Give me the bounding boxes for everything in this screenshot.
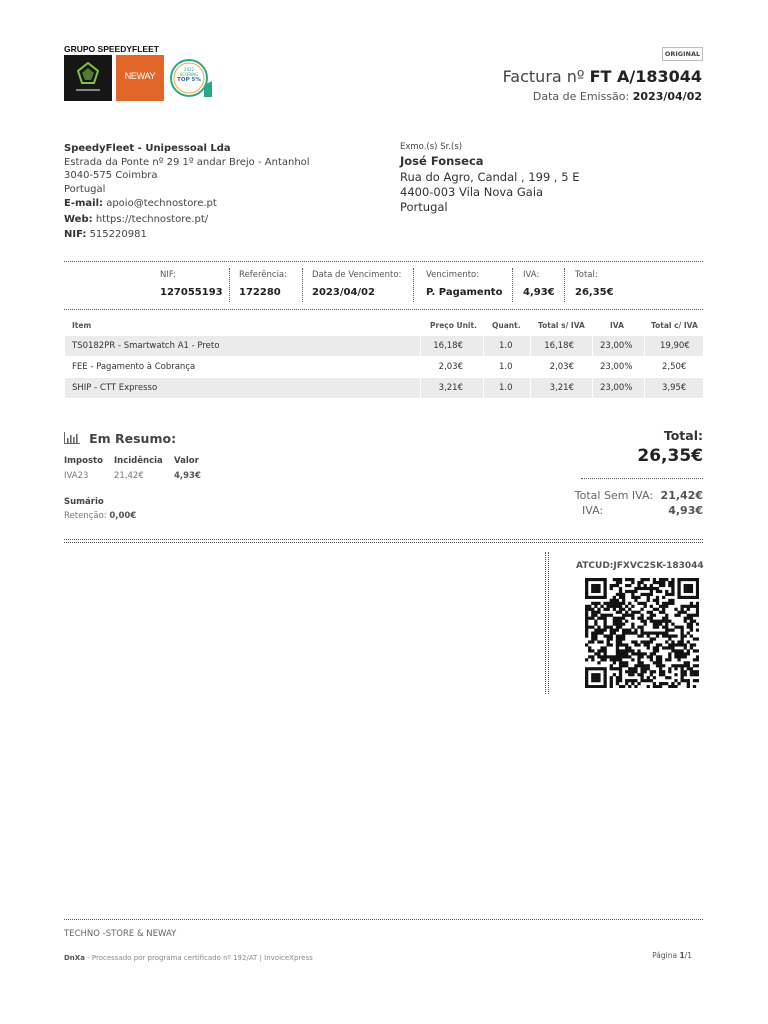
cell-sep <box>420 378 421 398</box>
speedyfleet-logo <box>64 55 112 101</box>
tax-incidencia: 21,42€ <box>114 471 144 481</box>
col-item-header: Item <box>72 321 92 330</box>
summary-title: Em Resumo: <box>89 431 177 446</box>
supplier-nif-label: NIF: <box>64 229 87 240</box>
badge-scoring: SCORING <box>179 72 199 77</box>
row-net: 3,21€ <box>549 383 574 393</box>
supplier-email[interactable]: apoio@technostore.pt <box>106 198 217 209</box>
footer-company: TECHNO -STORE & NEWAY <box>64 929 177 939</box>
badge-year: 2022 <box>183 67 195 72</box>
summary-title-line <box>64 428 176 448</box>
cell-sep <box>644 378 645 398</box>
meta-venc-label: Vencimento: <box>426 270 480 280</box>
row-price: 2,03€ <box>438 362 463 372</box>
table-row <box>65 336 703 356</box>
supplier-web[interactable]: https://technostore.pt/ <box>95 213 209 225</box>
qr-code <box>585 578 699 688</box>
row-price: 3,21€ <box>438 383 463 393</box>
meta-due: 2023/04/02 <box>312 287 375 298</box>
cell-sep <box>530 336 531 356</box>
document-prefix: Factura nº <box>502 67 585 86</box>
supplier-web-label: Web: <box>64 213 93 225</box>
tax-valor: 4,93€ <box>174 471 201 481</box>
row-gross: 19,90€ <box>660 341 690 351</box>
page-total: /1 <box>684 951 692 960</box>
supplier-address: Estrada da Ponte nº 29 1º andar Brejo - Antanhol <box>64 156 310 168</box>
qr-divider <box>548 552 549 694</box>
meta-sep <box>413 268 414 302</box>
tax-header-imposto: Imposto <box>64 456 103 466</box>
processed-text: - Processado por programa certificado nº 192/AT | InvoiceXpress <box>84 954 313 962</box>
tax-header-incidencia: Incidência <box>114 456 163 466</box>
sem-iva-value: 21,42€ <box>660 489 703 502</box>
supplier-name: SpeedyFleet - Unipessoal Lda <box>64 143 231 154</box>
section-divider <box>64 539 703 543</box>
qr-divider <box>545 552 546 694</box>
issue-date-line <box>533 90 702 103</box>
client-country: Portugal <box>400 200 448 214</box>
supplier-nif-line <box>64 228 310 242</box>
summary-iva-value: 4,93€ <box>668 504 703 517</box>
client-block <box>400 142 579 214</box>
row-item: TS0182PR - Smartwatch A1 - Preto <box>72 341 220 351</box>
total-value: 26,35€ <box>637 446 703 466</box>
cell-sep <box>592 336 593 356</box>
col-iva-header: IVA <box>610 321 624 330</box>
meta-top-divider <box>64 261 703 262</box>
footer-processed <box>64 954 313 962</box>
page-current: 1 <box>679 951 685 960</box>
cell-sep <box>420 336 421 356</box>
bar-chart-icon <box>64 429 80 448</box>
meta-ref: 172280 <box>239 287 281 298</box>
supplier-nif: 515220981 <box>89 229 147 240</box>
meta-sep <box>302 268 303 302</box>
tax-header-valor: Valor <box>174 456 199 466</box>
meta-iva-label: IVA: <box>523 270 540 280</box>
row-iva: 23,00% <box>600 341 633 351</box>
meta-sep <box>512 268 513 302</box>
issue-date-label: Data de Emissão: <box>532 90 630 103</box>
meta-total-label: Total: <box>575 270 598 280</box>
document-number: FT A/183044 <box>589 67 702 86</box>
footer-divider <box>64 919 703 920</box>
meta-ref-label: Referência: <box>239 270 288 280</box>
row-net: 16,18€ <box>544 341 574 351</box>
atcud-code: ATCUD:JFXVC2SK-183044 <box>576 561 704 571</box>
table-row <box>65 357 703 377</box>
row-iva: 23,00% <box>600 362 633 372</box>
row-iva: 23,00% <box>600 383 633 393</box>
row-qty: 1.0 <box>499 341 513 351</box>
col-qty-header: Quant. <box>492 321 521 330</box>
meta-venc: P. Pagamento <box>426 287 503 298</box>
supplier-country: Portugal <box>64 183 106 195</box>
col-price-header: Preço Unit. <box>430 321 477 330</box>
retencao-label: Retenção: <box>64 511 107 521</box>
meta-sep <box>564 268 565 302</box>
row-gross: 3,95€ <box>662 383 687 393</box>
row-qty: 1.0 <box>499 383 513 393</box>
row-price: 16,18€ <box>433 341 463 351</box>
meta-total: 26,35€ <box>575 287 614 298</box>
page-label: Página <box>652 951 680 960</box>
sem-iva-line <box>575 489 703 502</box>
group-name: GRUPO SPEEDYFLEET <box>64 44 159 54</box>
processed-code: DnXa <box>64 954 85 962</box>
client-salutation: Exmo.(s) Sr.(s) <box>400 142 463 152</box>
client-postcode: 4400-003 Vila Nova Gaia <box>400 185 544 199</box>
cell-sep <box>483 378 484 398</box>
page-number <box>652 951 692 960</box>
row-net: 2,03€ <box>549 362 574 372</box>
client-address: Rua do Agro, Candal , 199 , 5 E <box>400 170 580 184</box>
meta-iva: 4,93€ <box>523 287 555 298</box>
retencao-line <box>64 511 136 521</box>
cell-sep <box>530 378 531 398</box>
total-label: Total: <box>663 428 703 443</box>
meta-nif-label: NIF: <box>160 270 176 280</box>
client-name: José Fonseca <box>400 154 484 168</box>
total-divider <box>581 478 703 479</box>
original-label: ORIGINAL <box>662 47 703 61</box>
supplier-block <box>64 142 310 242</box>
cell-sep <box>483 336 484 356</box>
meta-due-label: Data de Vencimento: <box>312 270 402 280</box>
document-title <box>503 67 702 86</box>
cell-sep <box>644 336 645 356</box>
badge-top: TOP 5% <box>177 77 201 83</box>
meta-sep <box>229 268 230 302</box>
issue-date: 2023/04/02 <box>632 90 702 103</box>
row-item: FEE - Pagamento à Cobrança <box>72 362 196 372</box>
row-qty: 1.0 <box>499 362 513 372</box>
supplier-email-line <box>64 197 310 211</box>
supplier-web-line <box>64 213 310 227</box>
sem-iva-label: Total Sem IVA: <box>574 489 654 502</box>
row-gross: 2,50€ <box>662 362 687 372</box>
neway-logo-text: NEWAY <box>124 71 156 81</box>
row-item: SHIP - CTT Expresso <box>72 383 158 393</box>
col-net-header: Total s/ IVA <box>538 321 585 330</box>
sumario-label: Sumário <box>64 497 104 507</box>
supplier-email-label: E-mail: <box>64 198 104 209</box>
table-row <box>65 378 703 398</box>
retencao-value: 0,00€ <box>109 511 137 521</box>
tax-imposto: IVA23 <box>64 471 89 481</box>
meta-nif: 127055193 <box>160 287 223 298</box>
scoring-badge <box>168 57 214 99</box>
meta-bottom-divider <box>64 309 703 310</box>
summary-iva-label: IVA: <box>582 504 604 517</box>
supplier-postcode: 3040-575 Coimbra <box>64 170 158 181</box>
neway-logo <box>116 55 164 101</box>
cell-sep <box>592 378 593 398</box>
col-gross-header: Total c/ IVA <box>651 321 698 330</box>
